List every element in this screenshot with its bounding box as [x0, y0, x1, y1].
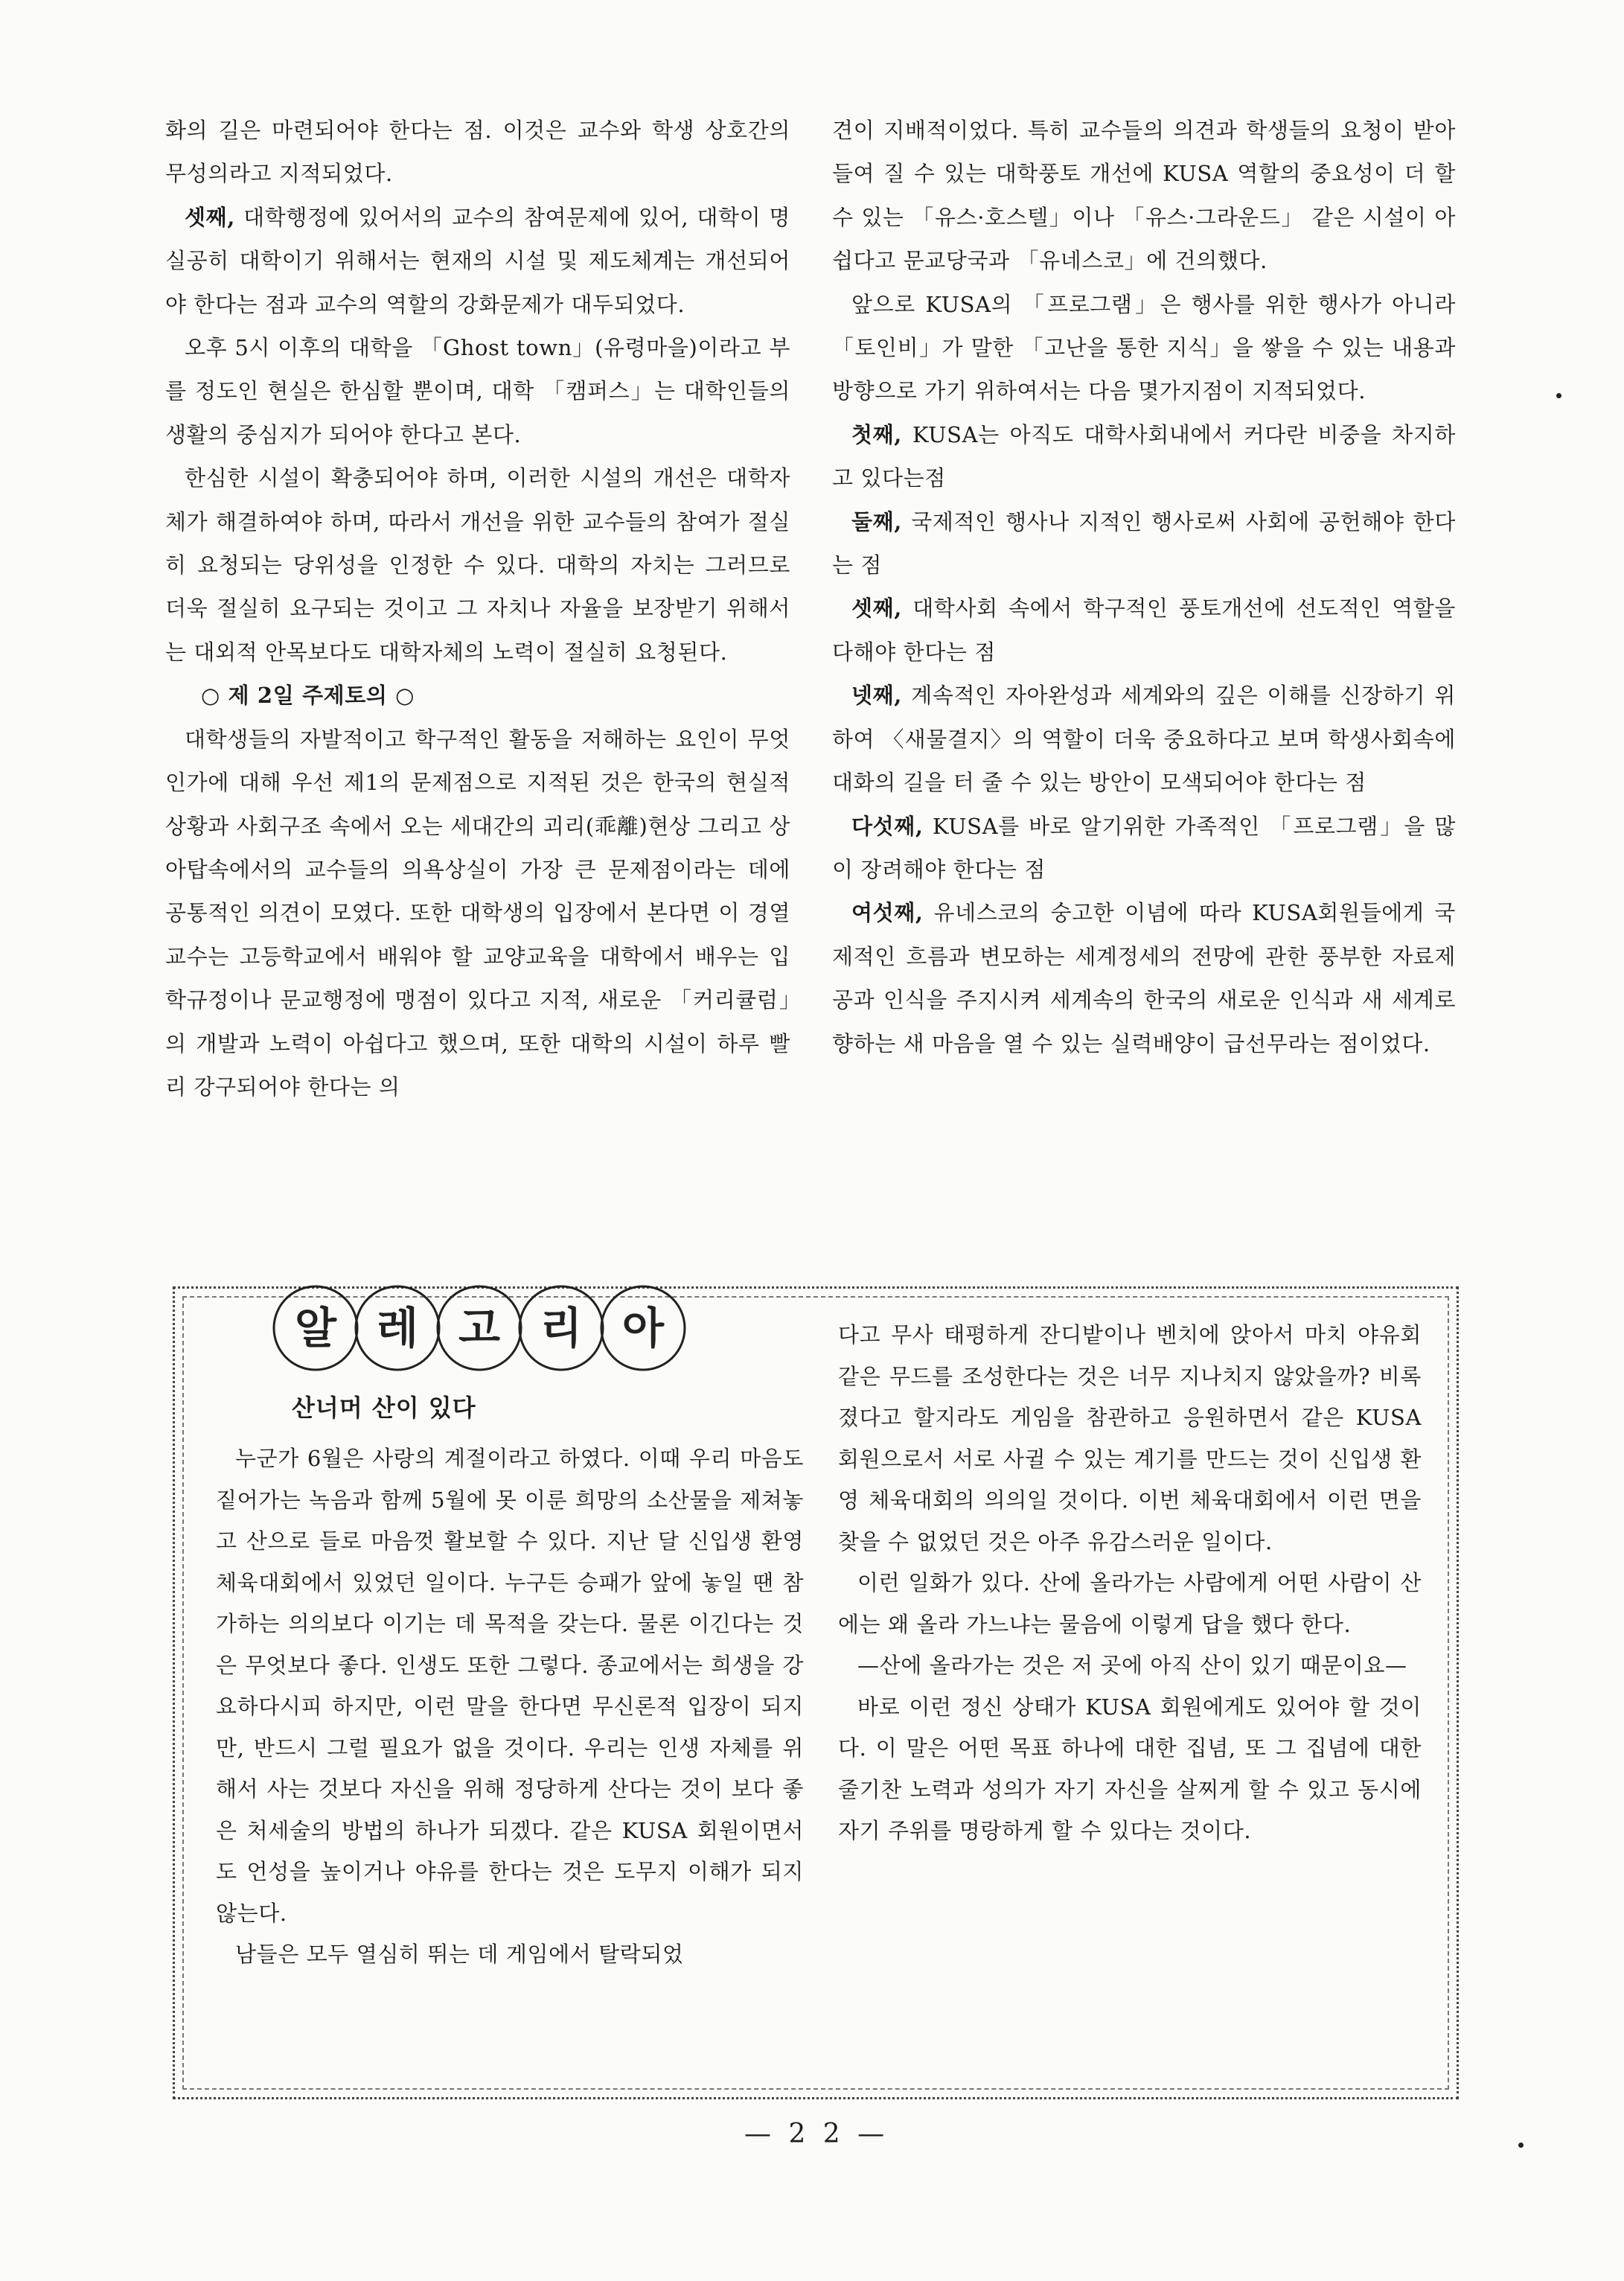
- box-left-column: [216, 1438, 804, 1976]
- paragraph: [165, 196, 790, 326]
- paragraph-text: 남들은 모두 열심히 뛰는 데 게임에서 탈락되었: [235, 1942, 684, 1967]
- paragraph-text: 견이 지배적이었다. 특히 교수들의 의견과 학생들의 요청이 받아들여 질 수 있는 대학풍토 개선에 KUSA 역할의 중요성이 더 할 수 있는 「유스·호스텔」이나 「유스·그라운드」 같은 시설이 아쉽다고 문교당국과 「유네스코」에 건의했다.: [832, 118, 1456, 274]
- paragraph-text: 오후 5시 이후의 대학을 「Ghost town」(유령마을)이라고 부를 정도인 현실은 한심할 뿐이며, 대학 「캠퍼스」는 대학인들의 생활의 중심지가 되어야 한다고 본다.: [165, 335, 790, 447]
- paragraph-lead: 셋째,: [851, 596, 902, 622]
- paragraph-lead: 셋째,: [185, 204, 235, 230]
- paragraph-text: 대학생들의 자발적이고 학구적인 활동을 저해하는 요인이 무엇인가에 대해 우선 제1의 문제점으로 지적된 것은 한국의 현실적 상황과 사회구조 속에서 오는 세대간의 괴리(乖離)현상 그리고 상아탑속에서의 교수들의 의욕상실이 가장 큰 문제점이라는 데에 공통적인 의견이 모였다. 또한 대학생의 입장에서 본다면 이 경열교수는 고등학교에서 배워야 할 교양교육을 대학에서 배우는 입학규정이나 문교행정에 맹점이 있다고 지적, 새로운 「커리큘럼」의 개발과 노력이 아쉽다고 했으며, 또한 대학의 시설이 하루 빨리 강구되어야 한다는 의: [165, 726, 790, 1100]
- paragraph: [165, 109, 790, 196]
- paragraph-lead: 첫째,: [851, 421, 902, 447]
- logo-glyph: 알: [294, 1303, 337, 1353]
- paragraph-text: 대학사회 속에서 학구적인 풍토개선에 선도적인 역할을 다해야 한다는 점: [832, 596, 1456, 665]
- paragraph: [216, 1934, 804, 1976]
- paragraph: [832, 413, 1456, 500]
- paragraph-text: 다고 무사 태평하게 잔디밭이나 벤치에 앉아서 마치 야유회 같은 무드를 조성한다는 것은 너무 지나치지 않았을까? 비록 졌다고 할지라도 게임을 참관하고 응원하면서 같은 KUSA 회원으로서 서로 사귈 수 있는 계기를 만드는 것이 신입생 환영 체육대회의 의의일 것이다. 이번 체육대회에서 이런 면을 찾을 수 없었던 것은 아주 유감스러운 일이다.: [838, 1322, 1422, 1554]
- paragraph-lead: 둘째,: [851, 508, 902, 535]
- paragraph-text: —산에 올라가는 것은 저 곳에 아직 산이 있기 때문이요—: [857, 1653, 1407, 1678]
- paragraph-lead: 다섯째,: [851, 813, 924, 839]
- paragraph: [832, 674, 1456, 804]
- paragraph: [838, 1645, 1422, 1687]
- stray-dot: [1518, 2143, 1524, 2148]
- paragraph: [838, 1563, 1422, 1645]
- paragraph-text: 바로 이런 정신 상태가 KUSA 회원에게도 있어야 할 것이다. 이 말은 어떤 목표 하나에 대한 집념, 또 그 집념에 대한 줄기찬 노력과 성의가 자기 자신을 살찌게 할 수 있고 동시에 자기 주위를 명랑하게 할 수 있다는 것이다.: [838, 1694, 1422, 1843]
- logo-glyph: 고: [458, 1303, 501, 1353]
- paragraph-lead: 넷째,: [851, 683, 902, 709]
- section-heading: ○ 제 2일 주제토의 ○: [201, 683, 415, 709]
- logo-glyph: 리: [540, 1303, 583, 1353]
- paragraph-text: KUSA는 아직도 대학사회내에서 커다란 비중을 차지하고 있다는점: [832, 421, 1456, 491]
- paragraph-text: 앞으로 KUSA의 「프로그램」은 행사를 위한 행사가 아니라 「토인비」가 말한 「고난을 통한 지식」을 쌓을 수 있는 내용과 방향으로 가기 위하여서는 다음 몇가지점이 지적되었다.: [832, 291, 1456, 404]
- paragraph-text: KUSA를 바로 알기위한 가족적인 「프로그램」을 많이 장려해야 한다는 점: [832, 813, 1456, 882]
- paragraph-text: 화의 길은 마련되어야 한다는 점. 이것은 교수와 학생 상호간의 무성의라고 지적되었다.: [165, 118, 790, 187]
- paragraph: [216, 1438, 804, 1934]
- stray-dot: [1556, 393, 1561, 398]
- upper-left-column: [165, 109, 790, 1108]
- paragraph: [832, 109, 1456, 283]
- box-right-column: [838, 1315, 1422, 1852]
- paragraph: [832, 805, 1456, 892]
- paragraph: [832, 587, 1456, 674]
- paragraph-text: 한심한 시설이 확충되어야 하며, 이러한 시설의 개선은 대학자체가 해결하여야 하며, 따라서 개선을 위한 교수들의 참여가 절실히 요청되는 당위성을 인정한 수 있다. 대학의 자치는 그러므로 더욱 절실히 요구되는 것이고 그 자치나 자율을 보장받기 위해서는 대외적 안목보다도 대학자체의 노력이 절실히 요청된다.: [165, 465, 790, 665]
- paragraph: [165, 718, 790, 1109]
- paragraph-text: 국제적인 행사나 지적인 행사로써 사회에 공헌해야 한다는 점: [832, 508, 1456, 578]
- paragraph-text: 대학행정에 있어서의 교수의 참여문제에 있어, 대학이 명실공히 대학이기 위해서는 현재의 시설 및 제도체계는 개선되어야 한다는 점과 교수의 역할의 강화문제가 대두되었다.: [165, 204, 790, 317]
- paragraph-text: 유네스코의 숭고한 이념에 따라 KUSA회원들에게 국제적인 흐름과 변모하는 세계정세의 전망에 관한 풍부한 자료제공과 인식을 주지시켜 세계속의 한국의 새로운 인식과 새 세계로 향하는 새 마음을 열 수 있는 실력배양이 급선무라는 점이었다.: [832, 900, 1456, 1056]
- paragraph: [165, 456, 790, 674]
- paragraph: [832, 500, 1456, 587]
- paragraph-text: 누군가 6월은 사랑의 계절이라고 하였다. 이때 우리 마음도 짙어가는 녹음과 함께 5월에 못 이룬 희망의 소산물을 제쳐놓고 산으로 들로 마음껏 활보할 수 있다. 지난 달 신입생 환영 체육대회에서 있었던 일이다. 누구든 승패가 앞에 놓일 땐 참가하는 의의보다 이기는 데 목적을 갖는다. 물론 이긴다는 것은 무엇보다 좋다. 인생도 또한 그렇다. 종교에서는 희생을 강요하다시피 하지만, 이런 말을 한다면 무신론적 입장이 되지만, 반드시 그럴 필요가 없을 것이다. 우리는 인생 자체를 위해서 사는 것보다 자신을 위해 정당하게 산다는 것이 보다 좋은 처세술의 방법의 하나가 되겠다. 같은 KUSA 회원이면서도 언성을 높이거나 야유를 한다는 것은 도무지 이해가 되지 않는다.: [216, 1446, 804, 1926]
- paragraph: [165, 326, 790, 456]
- paragraph: [838, 1315, 1422, 1563]
- upper-right-column: [832, 109, 1456, 1065]
- logo-glyph: 레: [376, 1303, 419, 1353]
- paragraph-text: 계속적인 자아완성과 세계와의 깊은 이해를 신장하기 위하여 〈새물결지〉의 역할이 더욱 중요하다고 보며 학생사회속에 대화의 길을 터 줄 수 있는 방안이 모색되어야 한다는 점: [832, 683, 1456, 796]
- paragraph: [832, 283, 1456, 413]
- paragraph-text: 이런 일화가 있다. 산에 올라가는 사람에게 어떤 사람이 산에는 왜 올라 가느냐는 물음에 이렇게 답을 했다 한다.: [838, 1570, 1422, 1637]
- page-number: — 2 2 —: [744, 2119, 889, 2149]
- logo-glyph: 아: [621, 1303, 665, 1353]
- paragraph: [832, 891, 1456, 1065]
- paragraph-lead: 여섯째,: [851, 900, 924, 926]
- column-title: 산너머 산이 있다: [292, 1394, 476, 1422]
- paragraph: [838, 1687, 1422, 1852]
- allegoria-logo: [266, 1269, 743, 1388]
